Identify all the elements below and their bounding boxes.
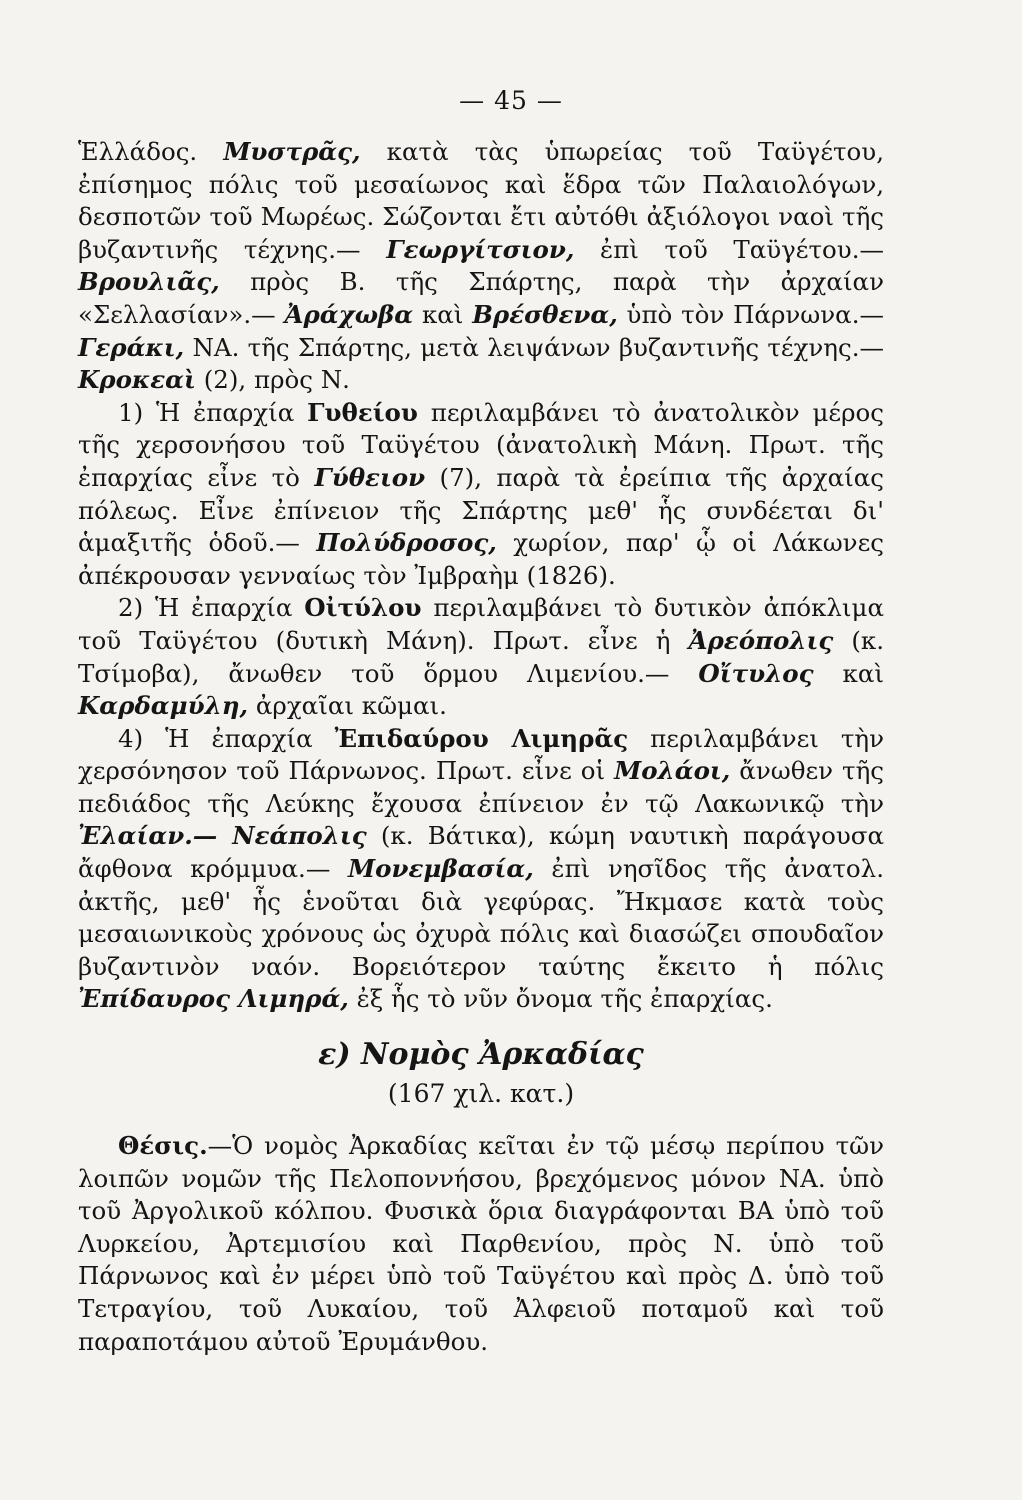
place-name: Γύθειον xyxy=(314,462,426,492)
place-name: Ἀράχωβα xyxy=(284,299,414,329)
province-name: Γυθείου xyxy=(307,397,418,427)
place-name: Μολάοι, xyxy=(614,756,731,786)
text-run: Ἑλλάδος. xyxy=(78,137,224,166)
paragraph-arcadia-position xyxy=(78,1130,884,1358)
text-run: καὶ xyxy=(413,299,473,329)
text-run: ἐξ ἧς τὸ νῦν ὄνομα τῆς ἐπαρχίας. xyxy=(348,984,773,1014)
text-run: 1) Ἡ ἐπαρχία xyxy=(118,397,308,427)
province-name: Οἰτύλου xyxy=(304,593,422,623)
text-run: περιλαμβάνει τὸ ἀνατολικὸν μέρος τῆς χερσονήσου τοῦ Ταϋγέτου (ἀνατολικὴ Μάνη. Πρωτ. τῆς ἐπαρχίας εἶνε τὸ xyxy=(78,397,885,492)
text-run: ἀρχαῖαι κῶμαι. xyxy=(248,691,447,721)
place-name: Πολύδροσος, xyxy=(316,528,497,558)
text-run: καὶ xyxy=(813,658,884,688)
text-run: (2), πρὸς Ν. xyxy=(195,365,350,395)
paragraph-oitylo xyxy=(78,592,884,722)
text-run: περιλαμβάνει τὸ δυτικὸν ἀπόκλιμα τοῦ Ταϋγέτου (δυτικὴ Μάνη). Πρωτ. εἶνε ἡ xyxy=(78,593,884,655)
place-name: Γεωργίτσιον, xyxy=(386,234,575,264)
paragraph-epidavros-limira xyxy=(78,723,884,1016)
text-run: περιλαμβάνει τὴν χερσόνησον τοῦ Πάρνωνος. Πρωτ. εἶνε οἱ xyxy=(78,723,884,786)
place-name: Βρουλιᾶς, xyxy=(78,267,220,297)
text-run: πρὸς Β. τῆς Σπάρτης, παρὰ τὴν ἀρχαίαν «Σελλασίαν».— xyxy=(78,267,884,329)
place-name: Ἐπίδαυρος Λιμηρά, xyxy=(78,984,349,1014)
place-name: Ἐλαίαν.— Νεάπολις xyxy=(78,821,367,851)
page-number: — 45 — xyxy=(459,86,563,115)
place-name: Καρδαμύλη, xyxy=(78,691,249,721)
text-run: ἄνωθεν τῆς πεδιάδος τῆς Λεύκης ἔχουσα ἐπίνειον ἐν τῷ Λακωνικῷ τὴν xyxy=(78,756,884,818)
text-run: (κ. Βάτικα), κώμη ναυτικὴ παράγουσα ἄφθονα κρόμμυα.— xyxy=(78,821,884,884)
text-run: ὑπὸ τὸν Πάρνωνα.— xyxy=(617,299,884,329)
text-run: ἐπὶ τοῦ Ταϋγέτου.— xyxy=(574,234,884,264)
place-name: Γεράκι, xyxy=(78,332,185,362)
province-name: Ἐπιδαύρου Λιμηρᾶς xyxy=(334,723,629,753)
section-heading: ε) Νομὸς Ἀρκαδίας xyxy=(318,1037,644,1073)
place-name: Μυστρᾶς, xyxy=(223,137,361,166)
place-name: Οἴτυλος xyxy=(698,658,814,688)
text-run: 2) Ἡ ἐπαρχία xyxy=(118,593,305,623)
place-name: Βρέσθενα, xyxy=(472,299,618,329)
section-header xyxy=(78,1034,884,1112)
section-subheading: (167 χιλ. κατ.) xyxy=(387,1079,575,1109)
paragraph-gytheio xyxy=(78,397,884,593)
text-run: ΝΑ. τῆς Σπάρτης, μετὰ λειψάνων βυζαντινῆς τέχνης.— xyxy=(184,332,884,362)
text-run: (7), παρὰ τὰ ἐρείπια τῆς ἀρχαίας πόλεως. Εἶνε ἐπίνειον τῆς Σπάρτης μεθ' ἧς συνδέεται δι' ἁμαξιτῆς ὁδοῦ.— xyxy=(78,462,884,558)
text-run: χωρίον, παρ' ᾧ οἱ Λάκωνες ἀπέκρουσαν γενναίως τὸν Ἰμβραὴμ (1826). xyxy=(78,528,884,590)
paragraph-laconia-towns xyxy=(78,136,884,397)
place-name: Ἀρεόπολις xyxy=(688,625,834,655)
text-run: 4) Ἡ ἐπαρχία xyxy=(118,723,335,753)
text-run: —Ὁ νομὸς Ἀρκαδίας κεῖται ἐν τῷ μέσῳ περίπου τῶν λοιπῶν νομῶν τῆς Πελοποννήσου, βρεχόμενος μόνον ΝΑ. ὑπὸ τοῦ Ἀργολικοῦ κόλπου. Φυσικὰ ὅρια διαγράφονται ΒΑ ὑπὸ τοῦ Λυρκείου, Ἀρτεμισίου καὶ Παρθενίου, πρὸς Ν. ὑπὸ τοῦ Πάρνωνος καὶ ἐν μέρει ὑπὸ τοῦ Ταϋγέτου καὶ πρὸς Δ. ὑπὸ τοῦ Τετραγίου, τοῦ Λυκαίου, τοῦ Ἀλφειοῦ ποταμοῦ καὶ τοῦ παραποτάμου αὐτοῦ Ἐρυμάνθου. xyxy=(78,1131,884,1356)
text-body xyxy=(78,136,884,1358)
place-name: Μονεμβασία, xyxy=(348,854,534,884)
topic-label: Θέσις. xyxy=(118,1131,208,1161)
text-run: (κ. Τσίμοβα), ἄνωθεν τοῦ ὅρμου Λιμενίου.— xyxy=(78,625,884,688)
place-name: Κροκεαὶ xyxy=(78,365,196,395)
text-run: κατὰ τὰς ὑπωρείας τοῦ Ταϋγέτου, ἐπίσημος πόλις τοῦ μεσαίωνος καὶ ἕδρα τῶν Παλαιολόγων, δεσποτῶν τοῦ Μωρέως. Σώζονται ἔτι αὐτόθι ἀξιόλογοι ναοὶ τῆς βυζαντινῆς τέχνης.— xyxy=(78,137,884,264)
text-run: ἐπὶ νησῖδος τῆς ἀνατολ. ἀκτῆς, μεθ' ἧς ἑνοῦται διὰ γεφύρας. Ἤκμασε κατὰ τοὺς μεσαιωνικοὺς χρόνους ὡς ὀχυρὰ πόλις καὶ διασώζει σπουδαῖον βυζαντινὸν ναόν. Βορειότερον ταύτης ἔκειτο ἡ πόλις xyxy=(78,854,884,981)
